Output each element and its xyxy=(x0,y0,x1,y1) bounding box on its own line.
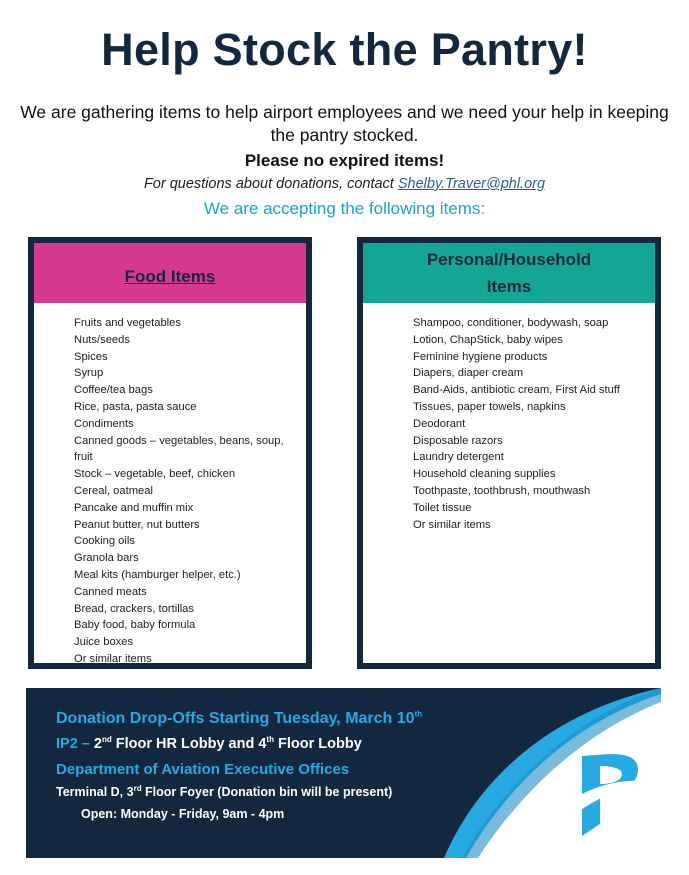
dept-aviation-line: Department of Aviation Executive Offices xyxy=(56,761,350,778)
contact-email-link[interactable]: Shelby.Traver@phl.org xyxy=(397,176,546,192)
terminal-d-part-b: Floor Foyer (Donation bin will be present) xyxy=(141,785,393,799)
list-item: Granola bars xyxy=(74,552,139,565)
list-item: Pancake and muffin mix xyxy=(74,501,194,514)
dropoff-banner xyxy=(26,688,661,858)
terminal-d-part-a: Terminal D, 3 xyxy=(56,785,134,799)
list-item: Laundry detergent xyxy=(413,451,504,464)
list-item: Meal kits (hamburger helper, etc.) xyxy=(74,568,241,581)
page-title: Help Stock the Pantry! xyxy=(101,24,588,75)
list-item: Deodorant xyxy=(413,417,466,430)
list-item: Shampoo, conditioner, bodywash, soap xyxy=(413,317,609,329)
list-item: Or similar items xyxy=(413,518,491,531)
dropoff-start-sup: th xyxy=(414,709,423,719)
food-items-panel xyxy=(28,237,312,669)
no-expired-notice: Please no expired items! xyxy=(244,151,445,170)
list-item: Rice, pasta, pasta sauce xyxy=(74,400,197,413)
ip2-part-b: Floor HR Lobby and 4 xyxy=(111,736,267,752)
household-items-list xyxy=(413,315,645,533)
list-item: Or similar items xyxy=(74,652,152,665)
household-items-heading xyxy=(363,243,655,303)
list-item: Lotion, ChapStick, baby wipes xyxy=(413,333,563,346)
list-item: Syrup xyxy=(74,367,104,380)
terminal-d-sup: rd xyxy=(133,783,142,793)
list-item: Condiments xyxy=(74,417,134,430)
ip2-part-a: 2 xyxy=(93,736,102,752)
list-item: Canned meats xyxy=(74,585,147,598)
household-items-panel-body xyxy=(363,243,655,663)
ip2-location-line xyxy=(56,736,362,752)
list-item: Juice boxes xyxy=(74,636,134,649)
list-item: Baby food, baby formula xyxy=(74,619,196,632)
list-item: Feminine hygiene products xyxy=(413,350,548,363)
household-heading-line1: Personal/Household xyxy=(426,250,592,269)
list-item: Spices xyxy=(74,350,108,363)
ip2-sup-b: th xyxy=(266,735,274,745)
list-item: Cereal, oatmeal xyxy=(74,484,153,497)
contact-line xyxy=(0,176,689,192)
food-items-panel-body xyxy=(34,243,306,663)
household-items-panel xyxy=(357,237,661,669)
food-items-heading: Food Items xyxy=(34,243,306,303)
list-item: Coffee/tea bags xyxy=(74,384,153,397)
list-item: Nuts/seeds xyxy=(74,333,130,346)
ip2-sup-a: nd xyxy=(101,735,112,745)
list-item: Canned goods – vegetables, beans, soup, fruit xyxy=(74,434,284,464)
terminal-d-line xyxy=(56,785,392,799)
accepting-heading: We are accepting the following items: xyxy=(203,199,486,218)
dropoff-start-text: Donation Drop-Offs Starting Tuesday, March 10 xyxy=(56,710,415,727)
ip2-label: IP2 – xyxy=(56,736,94,752)
list-item: Household cleaning supplies xyxy=(413,468,556,481)
list-item: Toothpaste, toothbrush, mouthwash xyxy=(413,484,591,497)
list-item: Tissues, paper towels, napkins xyxy=(413,400,566,413)
list-item: Bread, crackers, tortillas xyxy=(74,602,194,615)
list-item: Peanut butter, nut butters xyxy=(74,518,200,531)
list-item: Toilet tissue xyxy=(413,501,472,514)
contact-prefix: For questions about donations, contact xyxy=(143,176,398,192)
dropoff-start-line xyxy=(56,710,422,728)
list-item: Fruits and vegetables xyxy=(74,317,181,329)
food-items-list xyxy=(74,315,292,668)
open-hours-line: Open: Monday - Friday, 9am - 4pm xyxy=(81,807,285,821)
intro-text: We are gathering items to help airport employees and we need your help in keeping the pantry stocked. xyxy=(20,102,669,145)
ip2-part-c: Floor Lobby xyxy=(273,736,362,752)
list-item: Diapers, diaper cream xyxy=(413,367,524,380)
household-heading-line2: Items xyxy=(486,277,532,296)
list-item: Stock – vegetable, beef, chicken xyxy=(74,468,236,481)
list-item: Band-Aids, antibiotic cream, First Aid stuff xyxy=(413,384,620,397)
list-item: Disposable razors xyxy=(413,434,503,447)
list-item: Cooking oils xyxy=(74,535,135,548)
